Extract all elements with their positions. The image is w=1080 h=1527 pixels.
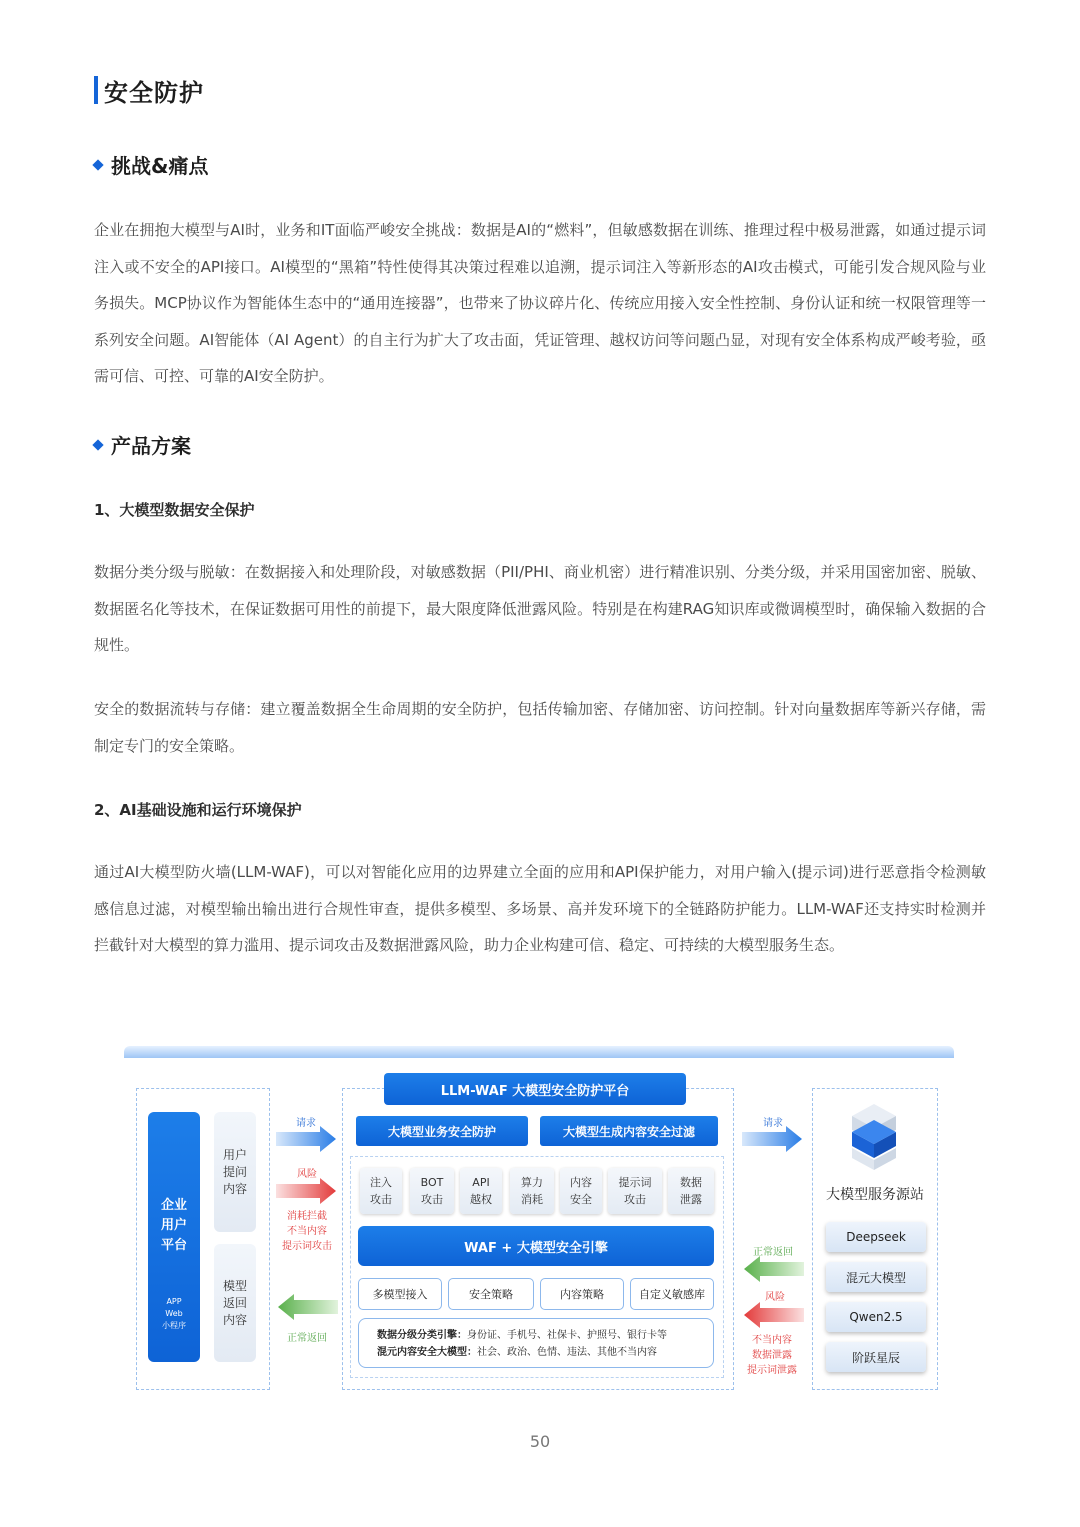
policy-item: 多模型接入: [358, 1278, 442, 1310]
model-item: Qwen2.5: [826, 1302, 926, 1332]
waf-engine-box: WAF + 大模型安全引擎: [358, 1226, 714, 1266]
risk-arrow-icon: [276, 1178, 338, 1204]
left-request-label: 请求: [296, 1118, 316, 1129]
platform-title: LLM-WAF 大模型安全防护平台: [384, 1073, 686, 1105]
normal-return-arrow-icon: [276, 1294, 338, 1320]
sub2-title: 2、AI基础设施和运行环境保护: [94, 801, 302, 819]
diamond-bullet-icon: [92, 159, 103, 170]
policy-item: 自定义敏感库: [630, 1278, 714, 1310]
enterprise-platform: [148, 1112, 200, 1362]
biz-protect-box: 大模型业务安全防护: [356, 1116, 528, 1146]
model-item: Deepseek: [826, 1222, 926, 1252]
diamond-bullet-icon: [92, 439, 103, 450]
right-risk-label: 风险: [765, 1292, 785, 1303]
heading-accent-bar: [94, 76, 98, 104]
sub1-para2: 安全的数据流转与存储：建立覆盖数据全生命周期的安全防护，包括传输加密、存储加密、访问控制。针对向量数据库等新兴存储，需制定专门的安全策略。: [94, 700, 986, 755]
subheading-solution: 产品方案: [94, 430, 191, 459]
model-item: 混元大模型: [826, 1262, 926, 1292]
user-input-box: 用户 提问 内容: [214, 1112, 256, 1232]
page-number: 50: [529, 1432, 551, 1451]
right-request-label: 请求: [763, 1118, 783, 1129]
enterprise-title: 企业 用户 平台: [160, 1198, 187, 1253]
left-risk-label: 风险: [297, 1169, 317, 1180]
challenges-paragraph: 企业在拥抱大模型与AI时，业务和IT面临严峻安全挑战：数据是AI的“燃料”，但敏感数据在训练、推理过程中极易泄露，如通过提示词注入或不安全的API接口。AI模型的“黑箱”特性使得其决策过程难以追溯，提示词注入等新形态的AI攻击模式，可能引发合规风险与业务损失。MCP协议作为智能体生态中的“通用连接器”，也带来了协议碎片化、传统应用接入安全性控制、身份认证和统一权限管理等一系列安全问题。AI智能体（AI Agent）的自主行为扩大了攻击面，凭证管理、越权访问等问题凸显，对现有安全体系构成严峻考验，亟需可信、可控、可靠的AI安全防护。: [94, 221, 986, 385]
threat-item: 内容 安全: [560, 1168, 602, 1214]
threat-item: API 越权: [460, 1168, 502, 1214]
model-source-title: 大模型服务源站: [826, 1187, 924, 1203]
content-filter-box: 大模型生成内容安全过滤: [540, 1116, 718, 1146]
engine-detail-box: [358, 1318, 714, 1368]
diagram-top-bar: [124, 1046, 954, 1058]
section-heading: [94, 74, 204, 106]
threat-item: 注入 攻击: [360, 1168, 402, 1214]
left-risk-detail: 消耗拦截 不当内容 提示词攻击: [282, 1211, 332, 1252]
engine-detail-line2: 混元内容安全大模型：社会、政治、色情、违法、其他不当内容: [377, 1347, 657, 1358]
heading-title: 安全防护: [104, 78, 204, 107]
server-cube-icon: [848, 1102, 900, 1172]
engine-detail-line1: 数据分级分类引擎：身份证、手机号、社保卡、护照号、银行卡等: [377, 1330, 667, 1341]
policy-item: 内容策略: [540, 1278, 624, 1310]
policy-item: 安全策略: [448, 1278, 534, 1310]
left-normal-return-label: 正常返回: [287, 1333, 327, 1344]
sub1-para1: 数据分类分级与脱敏：在数据接入和处理阶段，对敏感数据（PII/PHI、商业机密）进行精准识别、分类分级，并采用国密加密、脱敏、数据匿名化等技术，在保证数据可用性的前提下，最大限度降低泄露风险。特别是在构建RAG知识库或微调模型时，确保输入数据的合规性。: [94, 563, 986, 654]
sub1-title: 1、大模型数据安全保护: [94, 501, 255, 519]
enterprise-subtitle: APP Web 小程序: [162, 1297, 186, 1330]
threat-item: 数据 泄露: [668, 1168, 714, 1214]
threat-item: BOT 攻击: [410, 1168, 454, 1214]
request-arrow-icon: [742, 1126, 804, 1152]
risk-return-arrow-icon: [742, 1302, 804, 1328]
right-risk-detail: 不当内容 数据泄露 提示词泄露: [747, 1335, 797, 1376]
subheading-challenges: 挑战&痛点: [94, 150, 208, 179]
right-normal-return-label: 正常返回: [753, 1247, 793, 1258]
threat-item: 算力 消耗: [510, 1168, 554, 1214]
threat-item: 提示词 攻击: [608, 1168, 662, 1214]
request-arrow-icon: [276, 1126, 338, 1152]
model-item: 阶跃星辰: [826, 1342, 926, 1372]
model-return-box: 模型 返回 内容: [214, 1244, 256, 1362]
sub2-para: 通过AI大模型防火墙(LLM-WAF)，可以对智能化应用的边界建立全面的应用和API保护能力，对用户输入(提示词)进行恶意指令检测敏感信息过滤，对模型输出输出进行合规性审查，提供多模型、多场景、高并发环境下的全链路防护能力。LLM-WAF还支持实时检测并拦截针对大模型的算力滥用、提示词攻击及数据泄露风险，助力企业构建可信、稳定、可持续的大模型服务生态。: [94, 863, 986, 954]
normal-return-arrow-icon: [742, 1256, 804, 1282]
